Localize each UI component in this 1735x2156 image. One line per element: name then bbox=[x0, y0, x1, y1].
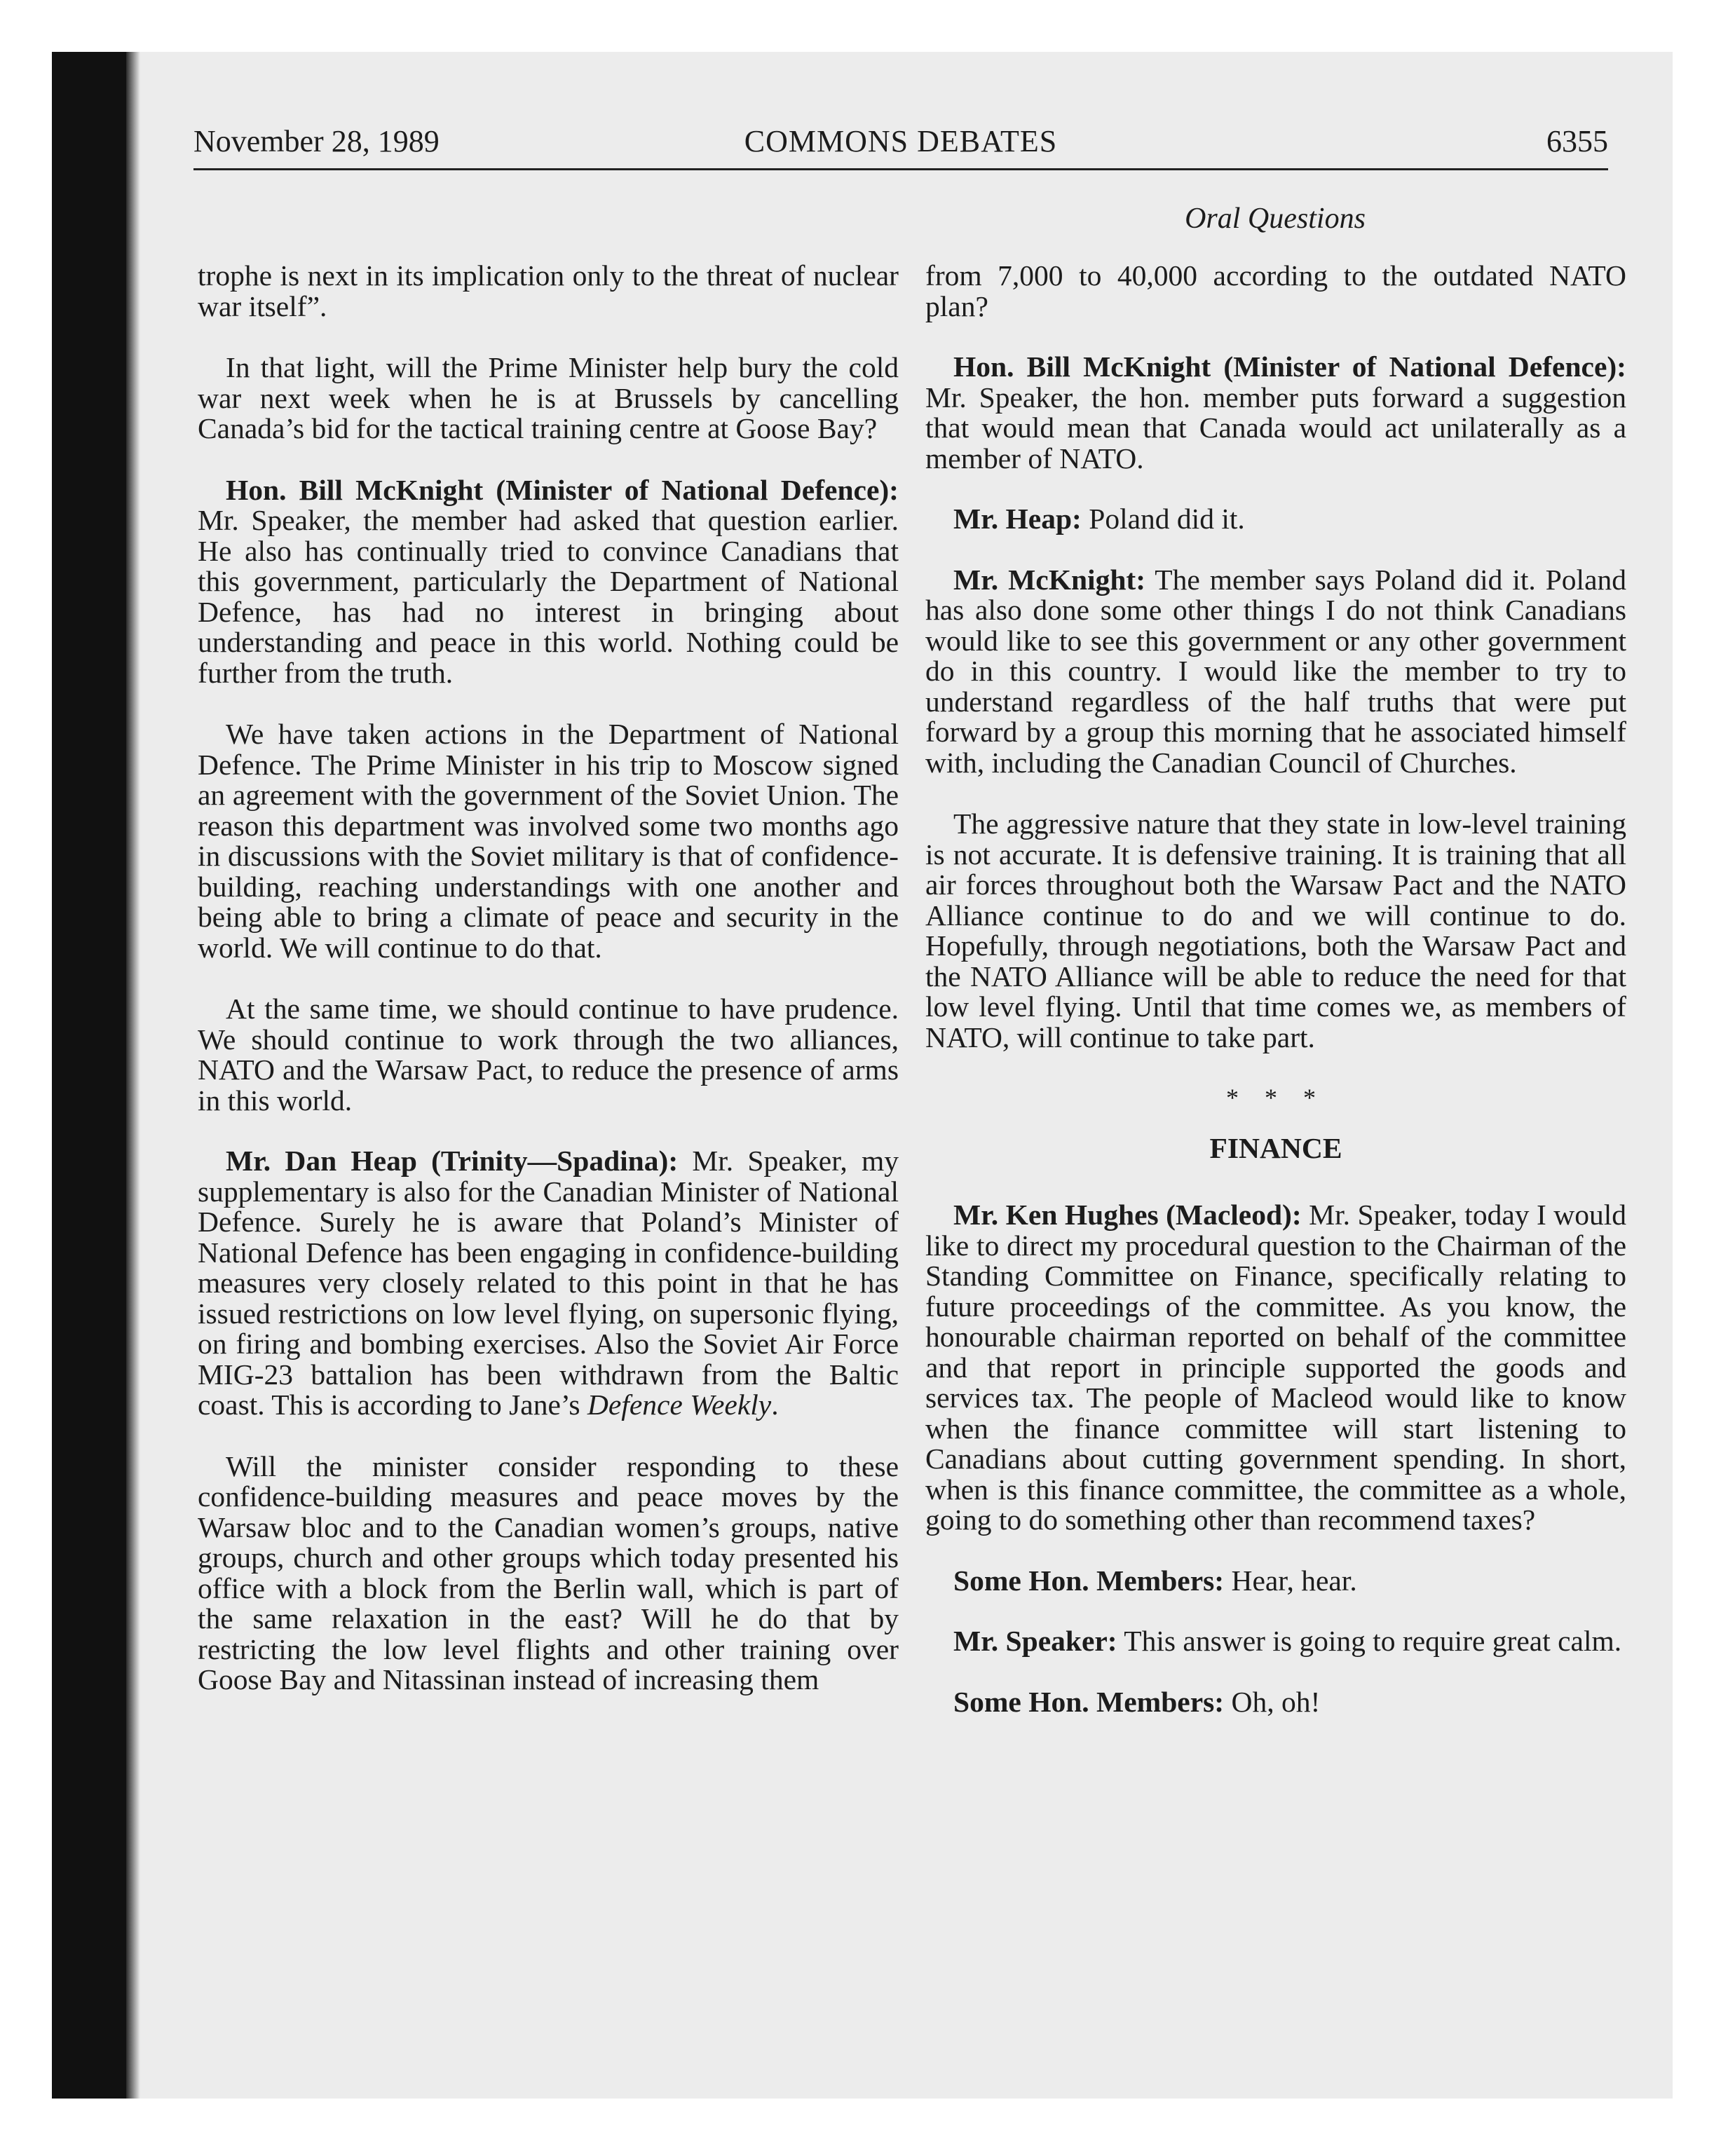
speech bbox=[925, 1200, 1626, 1536]
paragraph: We have taken actions in the Department of National Defence. The Prime Minister in his trip to Moscow signed an agreement with the government of the Soviet Union. The reason this department was involved some two months ago in discussions with the Soviet military is that of confidence-building, reaching understandings with one another and being able to bring a climate of peace and security in the world. We will continue to do that. bbox=[198, 718, 899, 964]
speaker-name: Mr. Ken Hughes (Macleod): bbox=[953, 1199, 1302, 1231]
speaker-name: Hon. Bill McKnight (Minister of National Defence): bbox=[226, 473, 899, 506]
speech-text: This answer is going to require great calm. bbox=[1124, 1625, 1622, 1657]
speech-text: Hear, hear. bbox=[1231, 1564, 1357, 1597]
header-rule bbox=[193, 168, 1608, 170]
publication-title: Defence Weekly bbox=[587, 1389, 772, 1421]
binding-shadow bbox=[52, 52, 136, 2099]
section-heading: FINANCE bbox=[1209, 1131, 1342, 1164]
speech bbox=[925, 504, 1626, 535]
paragraph: In that light, will the Prime Minister help bury the cold war next week when he is at Brussels by cancelling Canada’s bid for the tactical training centre at Goose Bay? bbox=[198, 351, 899, 444]
speech bbox=[925, 1566, 1626, 1597]
speech-text-end: . bbox=[771, 1389, 779, 1421]
speech-text: Mr. Speaker, today I would like to direct my procedural question to the Chairman of the Standing Committee on Finance, specifically relating to future proceedings of the committee. As you know, the honourable chairman reported on behalf of the committee and that report in principle supported the goods and services tax. The people of Macleod would like to know when the finance committee will start listening to Canadians about cutting government spending. In short, when is this finance committee, the committee as a whole, going to do something other than recommend taxes? bbox=[925, 1199, 1627, 1536]
speech bbox=[925, 1626, 1626, 1657]
speaker-name: Mr. Heap: bbox=[953, 503, 1082, 535]
speech-text: Mr. Speaker, the hon. member puts forward a suggestion that would mean that Canada would act unilaterally as a member of NATO. bbox=[925, 381, 1626, 475]
speech-text: Oh, oh! bbox=[1231, 1685, 1321, 1718]
speech bbox=[198, 1146, 899, 1421]
speaker-name: Mr. Dan Heap (Trinity—Spadina): bbox=[226, 1145, 679, 1177]
header-date: November 28, 1989 bbox=[193, 124, 440, 158]
speech bbox=[925, 1687, 1626, 1718]
right-column bbox=[925, 261, 1626, 1747]
speech-text: Mr. Speaker, the member had asked that question earlier. He also has continually tried to convince Canadians that this government, particularly the Department of National Defence, has had no interest in bringing about understanding and peace in this world. Nothing could be further from the truth. bbox=[198, 504, 899, 689]
paragraph: At the same time, we should continue to have prudence. We should continue to work through the two alliances, NATO and the Warsaw Pact, to reduce the presence of arms in this world. bbox=[198, 992, 899, 1117]
left-column bbox=[198, 261, 899, 1726]
speaker-name: Mr. Speaker: bbox=[953, 1625, 1117, 1657]
speaker-name: Some Hon. Members: bbox=[953, 1685, 1225, 1718]
speech-text: The member says Poland did it. Poland has also done some other things I do not think Canadians would like to see this government or any other government do in this country. I would like the member to try to understand regardless of the half truths that were put forward by a group this morning that he associated himself with, including the Canadian Council of Churches. bbox=[925, 563, 1626, 779]
speech bbox=[198, 475, 899, 689]
paragraph: trophe is next in its implication only to the threat of nuclear war itself”. bbox=[198, 259, 899, 322]
paragraph: from 7,000 to 40,000 according to the outdated NATO plan? bbox=[925, 259, 1626, 322]
speaker-name: Some Hon. Members: bbox=[953, 1564, 1225, 1597]
section-separator: * * * bbox=[1226, 1084, 1326, 1112]
speaker-name: Mr. McKnight: bbox=[953, 563, 1146, 596]
binding-fade bbox=[126, 52, 140, 2099]
page-number: 6355 bbox=[1546, 124, 1608, 158]
speech-text: Mr. Speaker, my supplementary is also for the Canadian Minister of National Defence. Surely he is aware that Poland’s Minister of National Defence has been engaging in confidence-building measures very closely related to this point in that he has issued restrictions on low level flying, on supersonic flying, on firing and bombing exercises. Also the Soviet Air Force MIG-23 battalion has been withdrawn from the Baltic coast. This is according to Jane’s bbox=[198, 1145, 899, 1421]
section-label: Oral Questions bbox=[1185, 203, 1366, 235]
speech bbox=[925, 352, 1626, 474]
speech bbox=[925, 565, 1626, 779]
running-header bbox=[193, 123, 1608, 165]
speaker-name: Hon. Bill McKnight (Minister of National Defence): bbox=[953, 350, 1626, 383]
paragraph: Will the minister consider responding to these confidence-building measures and peace moves by the Warsaw bloc and to the Canadian women’s groups, native groups, church and other groups which today presented his office with a block from the Berlin wall, which is part of the same relaxation in the east? Will he do that by restricting the low level flights and other training over Goose Bay and Nitassinan instead of increasing them bbox=[198, 1449, 899, 1696]
header-title: COMMONS DEBATES bbox=[744, 124, 1058, 158]
paragraph: The aggressive nature that they state in low-level training is not accurate. It is defensive training. It is training that all air forces throughout both the Warsaw Pact and the NATO Alliance continue to do and we will continue to do. Hopefully, through negotiations, both the Warsaw Pact and the NATO Alliance will be able to reduce the need for that low level flying. Until that time comes we, as members of NATO, will continue to take part. bbox=[925, 807, 1626, 1053]
speech-text: Poland did it. bbox=[1089, 503, 1245, 535]
